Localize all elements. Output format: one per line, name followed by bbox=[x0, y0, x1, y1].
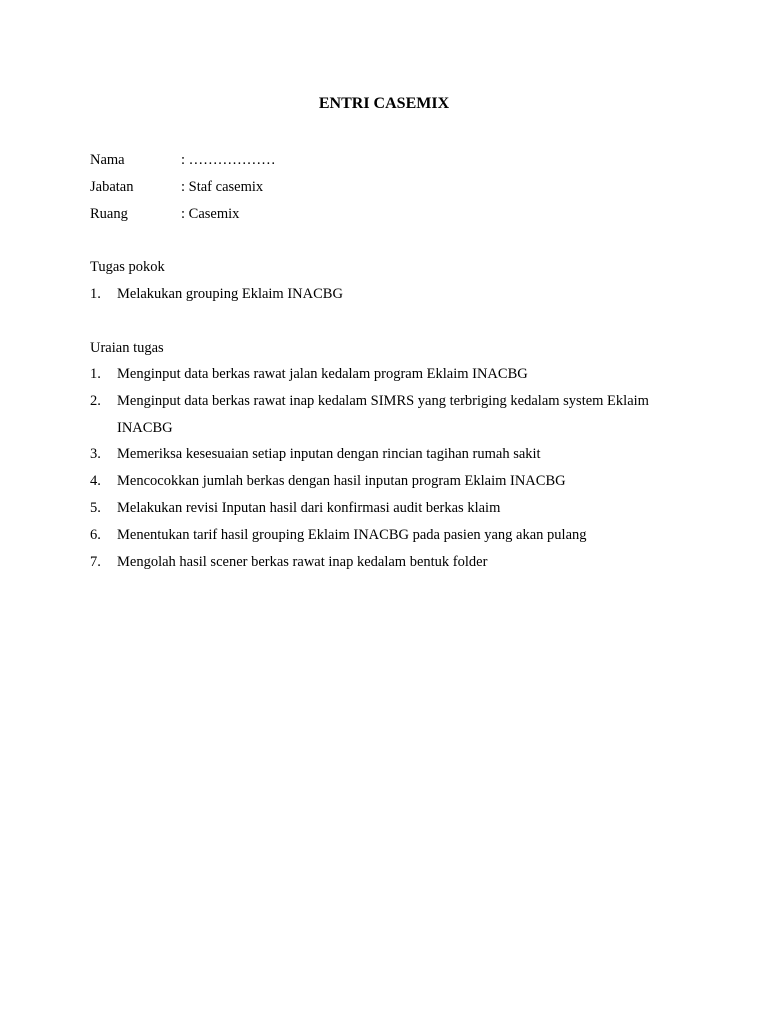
list-number: 1. bbox=[90, 366, 101, 382]
info-label: Jabatan bbox=[90, 178, 134, 195]
document-title: ENTRI CASEMIX bbox=[318, 95, 450, 112]
tugas-pokok-list bbox=[90, 281, 690, 308]
info-block bbox=[90, 147, 276, 227]
tugas-pokok-heading: Tugas pokok bbox=[90, 259, 165, 275]
list-item bbox=[90, 281, 690, 308]
info-row-nama bbox=[90, 147, 276, 174]
list-text: Menentukan tarif hasil grouping Eklaim INACBG pada pasien yang akan pulang bbox=[117, 526, 587, 543]
list-text: Melakukan grouping Eklaim INACBG bbox=[117, 286, 343, 302]
list-number: 3. bbox=[90, 446, 101, 463]
list-text: Melakukan revisi Inputan hasil dari konfirmasi audit berkas klaim bbox=[117, 499, 501, 516]
list-item bbox=[90, 522, 690, 549]
info-label: Nama bbox=[90, 152, 125, 168]
list-item bbox=[90, 468, 690, 495]
list-number: 6. bbox=[90, 526, 101, 543]
list-number: 4. bbox=[90, 473, 101, 490]
info-value: : ……………… bbox=[181, 152, 276, 168]
info-value: : Staf casemix bbox=[181, 178, 264, 195]
list-number: 7. bbox=[90, 553, 101, 570]
info-row-jabatan bbox=[90, 174, 276, 201]
info-row-ruang bbox=[90, 201, 276, 228]
list-number: 1. bbox=[90, 286, 101, 302]
list-number: 2. bbox=[90, 392, 101, 409]
uraian-tugas-heading: Uraian tugas bbox=[90, 340, 164, 356]
list-item bbox=[90, 549, 690, 576]
list-text: Memeriksa kesesuaian setiap inputan dengan rincian tagihan rumah sakit bbox=[117, 446, 541, 463]
list-text: Mengolah hasil scener berkas rawat inap kedalam bentuk folder bbox=[117, 553, 488, 570]
list-item bbox=[90, 388, 690, 442]
list-text: Menginput data berkas rawat jalan kedalam program Eklaim INACBG bbox=[117, 366, 528, 382]
list-item bbox=[90, 441, 690, 468]
list-text: Menginput data berkas rawat inap kedalam SIMRS yang terbriging kedalam system Eklaim INACBG bbox=[117, 392, 649, 436]
info-value: : Casemix bbox=[181, 205, 240, 222]
info-label: Ruang bbox=[90, 205, 128, 222]
list-item bbox=[90, 495, 690, 522]
list-number: 5. bbox=[90, 499, 101, 516]
uraian-tugas-list bbox=[90, 361, 690, 575]
list-text: Mencocokkan jumlah berkas dengan hasil inputan program Eklaim INACBG bbox=[117, 473, 566, 490]
list-item bbox=[90, 361, 690, 388]
